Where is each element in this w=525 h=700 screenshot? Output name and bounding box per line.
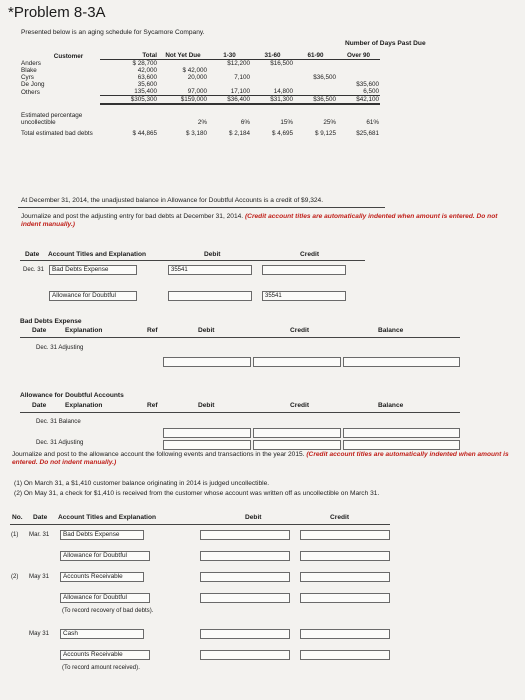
entry3-credit-account-field[interactable]: Accounts Receivable bbox=[60, 650, 150, 660]
col-not-yet-due: Not Yet Due bbox=[158, 52, 208, 60]
cell: 135,400 bbox=[100, 88, 158, 96]
cell: $305,300 bbox=[100, 96, 158, 105]
cell: 20,000 bbox=[187, 74, 207, 81]
cell bbox=[208, 81, 251, 88]
entry3-debit-amount-field[interactable] bbox=[200, 629, 290, 639]
cell: 97,000 bbox=[158, 88, 208, 96]
table-row bbox=[20, 88, 380, 96]
entry3-debit-amount-field-2[interactable] bbox=[200, 650, 290, 660]
cell: 6,500 bbox=[337, 88, 380, 96]
j1-date-header: Date bbox=[25, 251, 40, 258]
bde-ref-header: Ref bbox=[147, 327, 158, 334]
entry2-date: May 31 bbox=[29, 573, 49, 580]
cell bbox=[337, 67, 380, 74]
cell: $36,500 bbox=[294, 96, 337, 105]
table-row bbox=[20, 81, 380, 88]
ada-credit-header: Credit bbox=[290, 402, 310, 409]
totals-row bbox=[20, 96, 380, 105]
j1-debit-amount-field[interactable]: 35541 bbox=[168, 265, 252, 275]
cell bbox=[158, 60, 208, 68]
entry2-credit-amount-field-2[interactable] bbox=[300, 593, 390, 603]
ada-debit-field-2[interactable] bbox=[163, 440, 251, 450]
balance-note: At December 31, 2014, the unadjusted balance in Allowance for Doubtful Accounts is a credit of $9,324. bbox=[21, 197, 324, 204]
bde-date-header: Date bbox=[32, 327, 47, 334]
instruction-2-text: Journalize and post to the allowance account the following events and transactions in the year 2015. bbox=[12, 451, 305, 458]
entry1-debit-account-field[interactable]: Bad Debts Expense bbox=[60, 530, 144, 540]
entry1-credit-account-field[interactable]: Allowance for Doubtful bbox=[60, 551, 150, 561]
j2-account-header: Account Titles and Explanation bbox=[58, 514, 157, 521]
entry1-credit-amount-field[interactable] bbox=[300, 530, 390, 540]
cell: 42,000 bbox=[137, 67, 157, 74]
bde-balance-header: Balance bbox=[378, 327, 404, 334]
ada-balance-header: Balance bbox=[378, 402, 404, 409]
cell: 61% bbox=[366, 119, 379, 126]
ada-explanation-header: Explanation bbox=[65, 402, 103, 409]
table-row bbox=[20, 60, 380, 68]
event-2: (2) On May 31, a check for $1,410 is received from the customer whose account was written off as uncollectible on March 31. bbox=[14, 490, 380, 497]
instruction-2 bbox=[12, 451, 517, 467]
cell: $ 2,184 bbox=[228, 130, 250, 137]
j1-debit-account-field[interactable]: Bad Debts Expense bbox=[49, 265, 137, 275]
bde-credit-field[interactable] bbox=[253, 357, 341, 367]
entry1-credit-amount-field-2[interactable] bbox=[300, 551, 390, 561]
cell: $25,681 bbox=[356, 130, 379, 137]
ada-debit-field-1[interactable] bbox=[163, 428, 251, 438]
j1-debit-header: Debit bbox=[204, 251, 221, 258]
cell bbox=[294, 67, 337, 74]
divider bbox=[10, 524, 390, 525]
customer-name: Blake bbox=[21, 67, 37, 74]
entry2-explanation: (To record recovery of bad debts). bbox=[62, 607, 154, 614]
ada-ledger-title: Allowance for Doubtful Accounts bbox=[20, 392, 124, 399]
cell: 15% bbox=[280, 119, 293, 126]
row-label: Estimated percentage uncollectible bbox=[21, 112, 83, 126]
j1-credit-account-field[interactable]: Allowance for Doubtful bbox=[49, 291, 137, 301]
entry1-date: Mar. 31 bbox=[29, 531, 50, 538]
j1-account-header: Account Titles and Explanation bbox=[48, 251, 147, 258]
j1-credit-amount-field-1[interactable] bbox=[262, 265, 346, 275]
cell bbox=[251, 67, 294, 74]
cell: $ 44,865 bbox=[132, 130, 157, 137]
cell: $42,100 bbox=[337, 96, 380, 105]
j2-debit-header: Debit bbox=[245, 514, 262, 521]
cell bbox=[251, 74, 294, 81]
divider bbox=[18, 207, 385, 208]
ada-debit-header: Debit bbox=[198, 402, 215, 409]
cell: 7,100 bbox=[234, 74, 250, 81]
ada-row-adjusting: Dec. 31 Adjusting bbox=[36, 439, 84, 446]
cell bbox=[20, 96, 100, 105]
cell bbox=[251, 81, 294, 88]
j2-date-header: Date bbox=[33, 514, 48, 521]
j2-credit-header: Credit bbox=[330, 514, 350, 521]
col-customer: Customer bbox=[53, 52, 84, 60]
customer-name: Cyrs bbox=[21, 74, 34, 81]
cell: 17,100 bbox=[208, 88, 251, 96]
cell: $ 4,695 bbox=[271, 130, 293, 137]
entry1-no: (1) bbox=[11, 531, 19, 538]
cell: $ 9,125 bbox=[314, 130, 336, 137]
j1-credit-amount-field[interactable]: 35541 bbox=[262, 291, 346, 301]
cell: $ 28,700 bbox=[132, 60, 157, 67]
bde-balance-field[interactable] bbox=[343, 357, 460, 367]
cell: $ 42,000 bbox=[182, 67, 207, 74]
col-over-90: Over 90 bbox=[337, 52, 380, 60]
cell bbox=[208, 67, 251, 74]
cell: 63,600 bbox=[137, 74, 157, 81]
entry2-credit-account-field[interactable]: Allowance for Doubtful bbox=[60, 593, 150, 603]
cell: 25% bbox=[323, 119, 336, 126]
entry1-debit-amount-field-2[interactable] bbox=[200, 551, 290, 561]
customer-name: Others bbox=[21, 88, 40, 96]
bde-debit-field[interactable] bbox=[163, 357, 251, 367]
cell bbox=[337, 74, 380, 81]
col-61-90: 61-90 bbox=[294, 52, 337, 60]
cell bbox=[294, 60, 337, 68]
col-total: Total bbox=[100, 52, 158, 60]
cell: $36,400 bbox=[208, 96, 251, 105]
spacer bbox=[20, 104, 380, 112]
cell bbox=[294, 81, 337, 88]
entry3-credit-amount-field[interactable] bbox=[300, 629, 390, 639]
instruction-1-text: Journalize and post the adjusting entry for bad debts at December 31, 2014. bbox=[21, 213, 244, 220]
aging-schedule-table bbox=[20, 52, 380, 137]
instruction-1 bbox=[21, 213, 516, 229]
cell: $159,000 bbox=[158, 96, 208, 105]
col-1-30: 1-30 bbox=[208, 52, 251, 60]
bde-credit-header: Credit bbox=[290, 327, 310, 334]
ada-balance-field-1[interactable] bbox=[343, 428, 460, 438]
cell bbox=[158, 81, 208, 88]
row-label: Total estimated bad debts bbox=[21, 130, 93, 137]
cell: 6% bbox=[240, 119, 250, 126]
ada-credit-field-1[interactable] bbox=[253, 428, 341, 438]
cell: $35,600 bbox=[356, 81, 379, 88]
cell: $ 3,180 bbox=[185, 130, 207, 137]
bde-row-label: Dec. 31 Adjusting bbox=[36, 344, 84, 351]
j1-debit-amount-field-2[interactable] bbox=[168, 291, 252, 301]
intro-text: Presented below is an aging schedule for Sycamore Company. bbox=[21, 29, 205, 36]
cell: $36,500 bbox=[313, 74, 336, 81]
entry1-debit-amount-field[interactable] bbox=[200, 530, 290, 540]
instruction-1-note: (Credit account titles are automatically indented when amount is entered. Do not indent manually.) bbox=[21, 213, 498, 228]
bde-debit-header: Debit bbox=[198, 327, 215, 334]
j1-credit-header: Credit bbox=[300, 251, 320, 258]
bde-explanation-header: Explanation bbox=[65, 327, 103, 334]
aging-header-row bbox=[20, 52, 380, 60]
table-row bbox=[20, 67, 380, 74]
divider bbox=[20, 260, 365, 261]
cell: 2% bbox=[197, 119, 207, 126]
bad-debts-row bbox=[20, 130, 380, 137]
page-title: *Problem 8-3A bbox=[8, 4, 106, 21]
ada-balance-field-2[interactable] bbox=[343, 440, 460, 450]
instruction-2-note: (Credit account titles are automatically indented when amount is entered. Do not indent manually.) bbox=[12, 451, 509, 466]
ada-date-header: Date bbox=[32, 402, 47, 409]
entry2-debit-amount-field-2[interactable] bbox=[200, 593, 290, 603]
entry3-credit-amount-field-2[interactable] bbox=[300, 650, 390, 660]
bde-ledger-title: Bad Debts Expense bbox=[20, 318, 82, 325]
entry2-no: (2) bbox=[11, 573, 19, 580]
cell bbox=[337, 60, 380, 68]
divider bbox=[20, 337, 460, 338]
customer-name: De Jong bbox=[21, 81, 45, 88]
entry3-explanation: (To record amount received). bbox=[62, 664, 140, 671]
cell: $16,500 bbox=[270, 60, 293, 67]
ada-ref-header: Ref bbox=[147, 402, 158, 409]
divider bbox=[20, 412, 460, 413]
j2-no-header: No. bbox=[12, 514, 23, 521]
cell: $12,200 bbox=[227, 60, 250, 67]
ada-row-balance: Dec. 31 Balance bbox=[36, 418, 81, 425]
entry2-credit-amount-field[interactable] bbox=[300, 572, 390, 582]
entry3-date: May 31 bbox=[29, 630, 49, 637]
cell: 35,600 bbox=[137, 81, 157, 88]
j1-date: Dec. 31 bbox=[23, 266, 45, 273]
cell bbox=[100, 112, 158, 126]
entry2-debit-amount-field[interactable] bbox=[200, 572, 290, 582]
entry2-debit-account-field[interactable]: Accounts Receivable bbox=[60, 572, 144, 582]
table-row bbox=[20, 74, 380, 81]
percentage-row bbox=[20, 112, 380, 126]
cell: $31,300 bbox=[251, 96, 294, 105]
cell bbox=[294, 88, 337, 96]
entry3-debit-account-field[interactable]: Cash bbox=[60, 629, 144, 639]
ada-credit-field-2[interactable] bbox=[253, 440, 341, 450]
cell: 14,800 bbox=[251, 88, 294, 96]
days-past-due-header: Number of Days Past Due bbox=[345, 40, 426, 47]
col-31-60: 31-60 bbox=[251, 52, 294, 60]
customer-name: Anders bbox=[21, 60, 41, 67]
event-1: (1) On March 31, a $1,410 customer balance originating in 2014 is judged uncollectible. bbox=[14, 480, 270, 487]
